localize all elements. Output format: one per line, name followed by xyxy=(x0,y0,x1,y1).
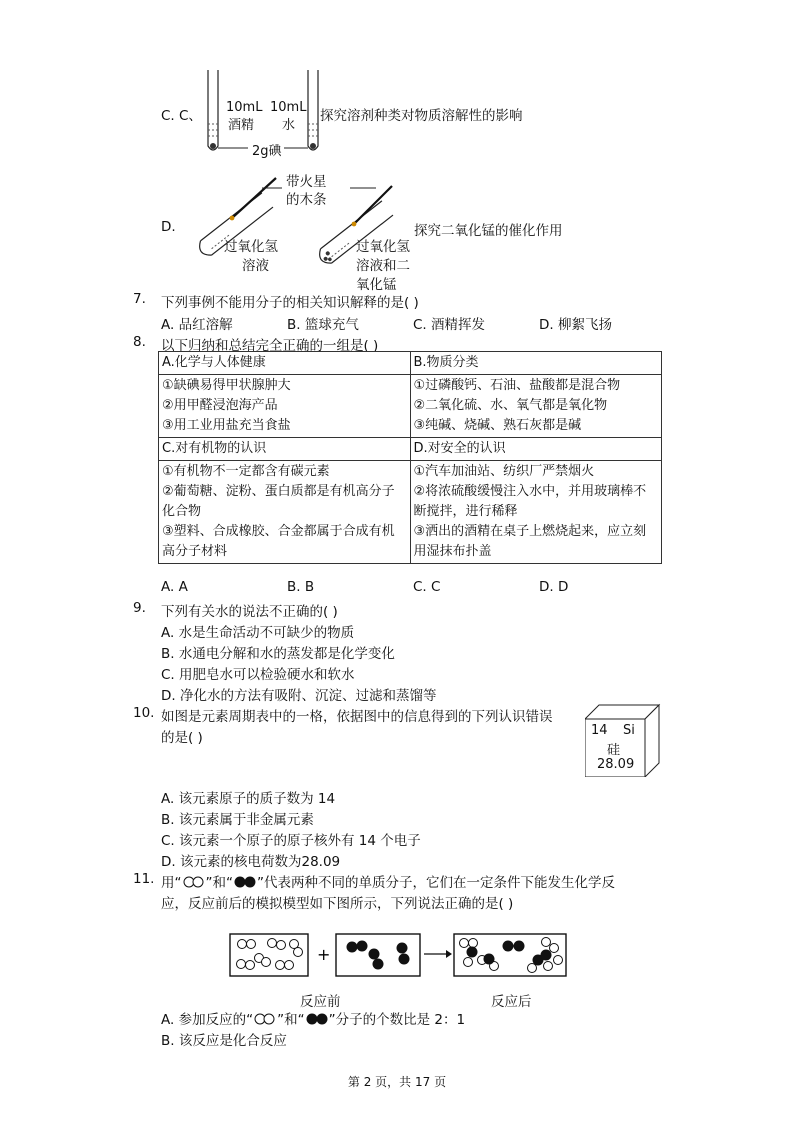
plus-sign: + xyxy=(317,945,331,964)
question-text-line2: 的是( ) xyxy=(161,730,203,746)
q6-c-tube2-label-line1: 10mL xyxy=(270,100,307,115)
cell-b-line: ①过磷酸钙、石油、盐酸都是混合物 xyxy=(413,378,621,393)
option-a[interactable] xyxy=(161,1008,465,1028)
option-c[interactable]: C. C xyxy=(413,579,441,595)
option-c[interactable]: C. 该元素一个原子的原子核外有 14 个电子 xyxy=(161,833,421,849)
question-number: 7. xyxy=(133,291,146,307)
text-part: ”代表两种不同的单质分子，它们在一定条件下能发生化学反 xyxy=(257,875,615,891)
cell-b-title: B.物质分类 xyxy=(410,352,662,375)
option-d[interactable]: D. D xyxy=(539,579,569,595)
cell-a-content xyxy=(159,375,411,438)
text-part: 用“ xyxy=(161,875,182,891)
white-molecule-icon xyxy=(253,1013,277,1025)
cell-d-title: D.对安全的认识 xyxy=(410,438,662,461)
q6-c-tube1-label-line2: 酒精 xyxy=(228,118,255,133)
periodic-table-cell xyxy=(585,703,661,777)
cell-b-content xyxy=(410,375,662,438)
option-d[interactable]: D. 净化水的方法有吸附、沉淀、过滤和蒸馏等 xyxy=(161,688,437,704)
cell-d-line: ③洒出的酒精在桌子上燃烧起来，应立刻用湿抹布扑盖 xyxy=(413,524,647,559)
q6-d-stick-label-line2: 的木条 xyxy=(286,192,327,208)
question-text: 以下归纳和总结完全正确的一组是( ) xyxy=(161,338,379,354)
cell-a-line: ③用工业用盐充当食盐 xyxy=(162,418,291,433)
cell-d-line: ①汽车加油站、纺织厂严禁烟火 xyxy=(413,464,595,479)
question-text: 下列事例不能用分子的相关知识解释的是( ) xyxy=(161,295,419,311)
option-a[interactable]: A. 该元素原子的质子数为 14 xyxy=(161,791,336,807)
q6-d-tube2-label-line3: 氧化锰 xyxy=(356,277,397,293)
question-text-line2: 应，反应前后的模拟模型如下图所示，下列说法正确的是( ) xyxy=(161,896,514,912)
q6-c-bottom-label: 2g碘 xyxy=(252,144,282,159)
black-molecule-icon xyxy=(305,1013,329,1025)
option-c[interactable]: C. 用肥皂水可以检验硬水和软水 xyxy=(161,667,355,683)
question-text-line1: 如图是元素周期表中的一格，依据图中的信息得到的下列认识错误 xyxy=(161,709,553,725)
option-b[interactable]: B. B xyxy=(287,579,315,595)
q6-c-letter: C. C、 xyxy=(161,108,202,124)
q6-d-letter: D. xyxy=(161,219,176,235)
question-number: 8. xyxy=(133,334,146,350)
cell-d-content xyxy=(410,461,662,564)
cell-c-line: ②葡萄糖、淀粉、蛋白质都是有机高分子化合物 xyxy=(162,484,395,519)
cell-c-title: C.对有机物的认识 xyxy=(159,438,411,461)
option-d[interactable]: D. 柳絮飞扬 xyxy=(539,317,612,333)
q6-d-tube1-label-line2: 溶液 xyxy=(242,258,269,274)
element-atomic-mass: 28.09 xyxy=(597,757,635,772)
black-molecule-icon xyxy=(233,876,257,888)
text-part: ”和“ xyxy=(205,875,233,891)
cell-c-line: ③塑料、合成橡胶、合金都属于合成有机高分子材料 xyxy=(162,524,395,559)
cell-c-content xyxy=(159,461,411,564)
q6-d-description: 探究二氧化锰的催化作用 xyxy=(414,223,563,239)
label-after-reaction: 反应后 xyxy=(491,994,532,1010)
option-a[interactable]: A. A xyxy=(161,579,188,595)
element-symbol: Si xyxy=(623,723,635,738)
option-c[interactable]: C. 酒精挥发 xyxy=(413,317,486,333)
reaction-model-diagram xyxy=(228,928,572,984)
page-footer: 第 2 页，共 17 页 xyxy=(347,1075,447,1089)
question-text: 下列有关水的说法不正确的( ) xyxy=(161,604,338,620)
q6-c-tube1-label-line1: 10mL xyxy=(226,100,263,115)
option-d[interactable]: D. 该元素的核电荷数为28.09 xyxy=(161,854,341,870)
cell-c-line: ①有机物不一定都含有碳元素 xyxy=(162,464,330,479)
text-part: A. 参加反应的“ xyxy=(161,1012,254,1028)
option-a[interactable]: A. 水是生命活动不可缺少的物质 xyxy=(161,625,355,641)
cell-a-title: A.化学与人体健康 xyxy=(159,352,411,375)
q6-d-tube2-label-line1: 过氧化氢 xyxy=(356,239,410,255)
text-part: ”和“ xyxy=(277,1012,305,1028)
text-part: ”分子的个数比是 2：1 xyxy=(328,1012,466,1028)
cell-b-line: ③纯碱、烧碱、熟石灰都是碱 xyxy=(413,418,582,433)
q6-c-description: 探究溶剂种类对物质溶解性的影响 xyxy=(320,108,523,124)
q6-d-stick-label-line1: 带火星 xyxy=(286,174,327,190)
element-name: 硅 xyxy=(607,743,621,758)
option-b[interactable]: B. 该反应是化合反应 xyxy=(161,1033,287,1049)
option-b[interactable]: B. 水通电分解和水的蒸发都是化学变化 xyxy=(161,646,395,662)
cell-d-line: ②将浓硫酸缓慢注入水中，并用玻璃棒不断搅拌，进行稀释 xyxy=(413,484,647,519)
question-text-line1 xyxy=(161,871,615,891)
summary-table xyxy=(158,351,662,564)
option-b[interactable]: B. 该元素属于非金属元素 xyxy=(161,812,314,828)
cell-b-line: ②二氧化硫、水、氧气都是氧化物 xyxy=(413,398,608,413)
q6-d-tube1-label-line1: 过氧化氢 xyxy=(224,239,278,255)
q6-d-tube2-label-line2: 溶液和二 xyxy=(356,258,410,274)
q6-c-tube2-label-line2: 水 xyxy=(282,118,296,133)
question-number: 9. xyxy=(133,600,146,616)
label-before-reaction: 反应前 xyxy=(300,994,341,1010)
question-number: 10. xyxy=(133,705,155,721)
element-atomic-number: 14 xyxy=(591,723,608,738)
cell-a-line: ②用甲醛浸泡海产品 xyxy=(162,398,278,413)
option-b[interactable]: B. 篮球充气 xyxy=(287,317,359,333)
white-molecule-icon xyxy=(182,876,206,888)
option-a[interactable]: A. 品红溶解 xyxy=(161,317,233,333)
cell-a-line: ①缺碘易得甲状腺肿大 xyxy=(162,378,291,393)
question-number: 11. xyxy=(133,871,155,887)
